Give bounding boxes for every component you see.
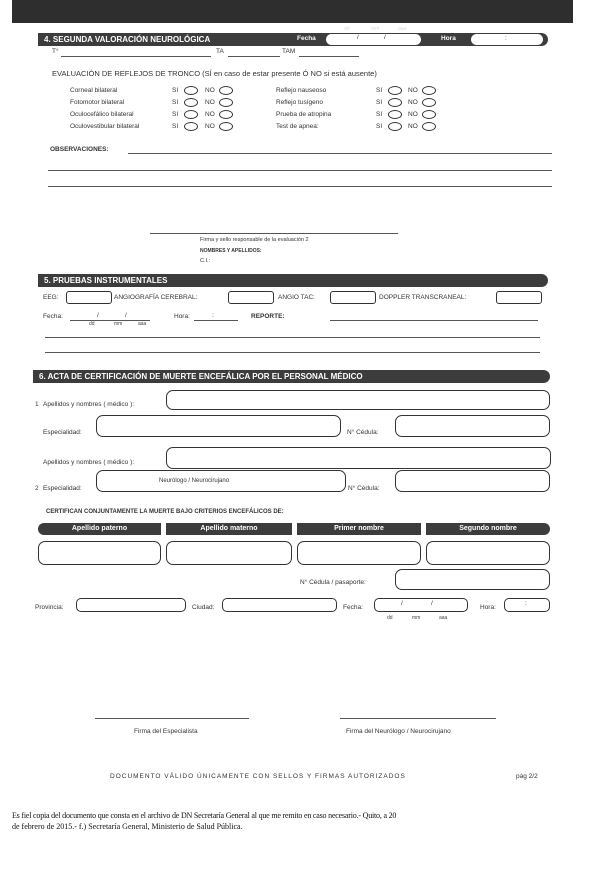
tam-label: TAM bbox=[282, 48, 296, 55]
no-option-right-1[interactable] bbox=[422, 98, 436, 107]
no-label: NO bbox=[205, 87, 215, 94]
segundo-nombre-field[interactable] bbox=[426, 541, 550, 565]
doppler-label: DOPPLER TRANSCRANEAL: bbox=[379, 294, 467, 301]
reflex-label-left-2: Oculocefálico bilateral bbox=[70, 111, 134, 118]
firma-label: Firma y sello responsable de la evaluación 2 bbox=[200, 237, 309, 243]
apellido-materno-field[interactable] bbox=[166, 541, 292, 565]
ciudad-field[interactable] bbox=[222, 598, 337, 612]
page-number: pág 2/2 bbox=[516, 773, 538, 780]
apellidos-2-label: Apellidos y nombres ( médico ): bbox=[43, 459, 135, 466]
temp-label: T° bbox=[52, 48, 59, 55]
si-option-right-0[interactable] bbox=[388, 86, 402, 95]
si-option-left-3[interactable] bbox=[184, 122, 198, 131]
firma-line[interactable] bbox=[150, 233, 398, 234]
cedula-1-label: N° Cédula: bbox=[347, 429, 379, 436]
section-5-title: 5. PRUEBAS INSTRUMENTALES bbox=[44, 276, 168, 285]
observaciones-label: OBSERVACIONES: bbox=[50, 146, 109, 153]
reporte-line-1[interactable] bbox=[330, 320, 538, 321]
observaciones-line-1[interactable] bbox=[128, 153, 552, 154]
especialidad-2-value: Neurólogo / Neurocirujano bbox=[159, 478, 230, 484]
observaciones-line-3[interactable] bbox=[48, 186, 552, 187]
section-4-hora-label: Hora bbox=[441, 35, 456, 42]
certification-note bbox=[12, 810, 602, 832]
ci-label: C.I.: bbox=[200, 258, 211, 264]
tam-field[interactable] bbox=[299, 56, 359, 57]
fecha-dd: dd bbox=[344, 26, 350, 32]
fecha-aaa: aaa bbox=[398, 26, 407, 32]
col-apellido-paterno: Apellido paterno bbox=[38, 523, 161, 535]
reflex-label-right-3: Test de apnea: bbox=[276, 123, 319, 130]
s5-hora-field[interactable] bbox=[194, 320, 238, 321]
evaluacion-title: EVALUACIÓN DE REFLEJOS DE TRONCO (SÍ en caso de estar presente Ó NO si está ausente) bbox=[52, 69, 377, 78]
reflex-label-left-0: Corneal bilateral bbox=[70, 87, 118, 94]
eeg-label: EEG: bbox=[43, 294, 59, 301]
reflex-label-left-3: Oculovestibular bilateral bbox=[70, 123, 140, 130]
section-6-header bbox=[33, 370, 550, 383]
si-option-left-0[interactable] bbox=[184, 86, 198, 95]
section-4-title: 4. SEGUNDA VALORACIÓN NEUROLÓGICA bbox=[44, 35, 211, 44]
section-4-hora-field[interactable] bbox=[471, 34, 543, 45]
s6-hora-field[interactable] bbox=[504, 598, 550, 612]
s6-hora-label: Hora: bbox=[480, 604, 496, 611]
no-label: NO bbox=[205, 123, 215, 130]
ta-label: TA bbox=[216, 48, 224, 55]
s5-hora-label: Hora: bbox=[174, 313, 190, 320]
apellidos-2-field[interactable] bbox=[166, 447, 551, 469]
reporte-line-3[interactable] bbox=[45, 352, 540, 353]
documento-valido: DOCUMENTO VÁLIDO ÚNICAMENTE CON SELLOS Y FIRMAS AUTORIZADOS bbox=[110, 773, 406, 780]
cedula-pasaporte-field[interactable] bbox=[395, 569, 550, 590]
si-option-left-2[interactable] bbox=[184, 110, 198, 119]
especialidad-2-label: Especialidad: bbox=[43, 485, 82, 492]
no-label: NO bbox=[408, 99, 418, 106]
no-option-left-2[interactable] bbox=[219, 110, 233, 119]
ta-field[interactable] bbox=[228, 56, 280, 57]
section-6-title: 6. ACTA DE CERTIFICACIÓN DE MUERTE ENCEFÁLICA POR EL PERSONAL MÉDICO bbox=[39, 372, 363, 381]
col-apellido-materno: Apellido materno bbox=[166, 523, 292, 535]
certification-line-2: de febrero de 2015.- f.) Secretaría General, Ministerio de Salud Pública. bbox=[12, 822, 243, 831]
si-option-left-1[interactable] bbox=[184, 98, 198, 107]
reflex-label-right-0: Reflejo nauseoso bbox=[276, 87, 327, 94]
section-4-fecha-label: Fecha bbox=[297, 35, 316, 42]
no-label: NO bbox=[205, 99, 215, 106]
reflex-label-right-2: Prueba de atropina bbox=[276, 111, 332, 118]
medico-2-number: 2 bbox=[35, 485, 39, 492]
cedula-pasaporte-label: N° Cédula / pasaporte: bbox=[300, 579, 366, 586]
ciudad-label: Ciudad: bbox=[192, 604, 215, 611]
no-label: NO bbox=[205, 111, 215, 118]
section-4-fecha-field[interactable] bbox=[326, 34, 421, 45]
eeg-field[interactable] bbox=[66, 291, 112, 304]
si-option-right-2[interactable] bbox=[388, 110, 402, 119]
no-option-right-0[interactable] bbox=[422, 86, 436, 95]
no-label: NO bbox=[408, 111, 418, 118]
certifican-label: CERTIFICAN CONJUNTAMENTE LA MUERTE BAJO CRITERIOS ENCEFÁLICOS DE: bbox=[46, 509, 284, 515]
angio-label: ANGIOGRAFÍA CEREBRAL: bbox=[114, 294, 198, 301]
page-header-bar bbox=[12, 0, 573, 23]
reporte-line-2[interactable] bbox=[45, 337, 540, 338]
firma-neurologo-label: Firma del Neurólogo / Neurocirujano bbox=[346, 728, 451, 735]
fecha-mm: mm bbox=[371, 26, 380, 32]
temp-field[interactable] bbox=[61, 56, 211, 57]
s6-fecha-label: Fecha: bbox=[343, 604, 363, 611]
no-option-left-3[interactable] bbox=[219, 122, 233, 131]
col-segundo-nombre: Segundo nombre bbox=[426, 523, 550, 535]
si-label: SI bbox=[172, 99, 179, 106]
no-option-right-3[interactable] bbox=[422, 122, 436, 131]
angiotac-field[interactable] bbox=[330, 291, 376, 304]
si-label: SI bbox=[376, 123, 383, 130]
si-label: SI bbox=[172, 87, 179, 94]
firma-neurologo-line[interactable] bbox=[340, 718, 496, 719]
reflex-label-right-1: Reflejo tusígeno bbox=[276, 99, 323, 106]
apellidos-1-label: Apellidos y nombres ( médico ): bbox=[43, 401, 135, 408]
cedula-2-field[interactable] bbox=[395, 470, 550, 492]
no-option-right-2[interactable] bbox=[422, 110, 436, 119]
provincia-label: Provincia: bbox=[35, 604, 64, 611]
especialidad-1-label: Especialidad: bbox=[43, 429, 82, 436]
si-label: SI bbox=[376, 87, 383, 94]
section-5-header bbox=[38, 274, 548, 287]
especialidad-1-field[interactable] bbox=[96, 415, 341, 437]
firma-especialista-label: Firma del Especialista bbox=[134, 728, 198, 735]
no-option-left-1[interactable] bbox=[219, 98, 233, 107]
no-option-left-0[interactable] bbox=[219, 86, 233, 95]
si-label: SI bbox=[172, 111, 179, 118]
reflex-label-left-1: Fotomotor bilateral bbox=[70, 99, 125, 106]
provincia-field[interactable] bbox=[76, 598, 186, 612]
si-option-right-1[interactable] bbox=[388, 98, 402, 107]
reporte-label: REPORTE: bbox=[251, 313, 285, 320]
si-label: SI bbox=[376, 99, 383, 106]
apellidos-1-field[interactable] bbox=[166, 390, 550, 410]
no-label: NO bbox=[408, 123, 418, 130]
angiografia-field[interactable] bbox=[228, 291, 274, 304]
cedula-1-field[interactable] bbox=[395, 415, 550, 437]
nombres-label: NOMBRES Y APELLIDOS: bbox=[200, 248, 262, 254]
primer-nombre-field[interactable] bbox=[297, 541, 421, 565]
certification-line-1: Es fiel copia del documento que consta en el archivo de DN Secretaría General al que me remito en caso necesario.- Quito, a 20 bbox=[12, 811, 397, 820]
s5-fecha-label: Fecha: bbox=[43, 313, 63, 320]
si-label: SI bbox=[172, 123, 179, 130]
col-primer-nombre: Primer nombre bbox=[297, 523, 421, 535]
si-option-right-3[interactable] bbox=[388, 122, 402, 131]
angiotac-label: ANGIO TAC: bbox=[278, 294, 315, 301]
doppler-field[interactable] bbox=[496, 291, 542, 304]
s6-fecha-field[interactable] bbox=[374, 598, 468, 612]
cedula-2-label: N° Cédula: bbox=[348, 485, 380, 492]
si-label: SI bbox=[376, 111, 383, 118]
observaciones-line-2[interactable] bbox=[48, 170, 552, 171]
no-label: NO bbox=[408, 87, 418, 94]
medico-1-number: 1 bbox=[35, 401, 39, 408]
apellido-paterno-field[interactable] bbox=[38, 541, 161, 565]
firma-especialista-line[interactable] bbox=[95, 718, 249, 719]
